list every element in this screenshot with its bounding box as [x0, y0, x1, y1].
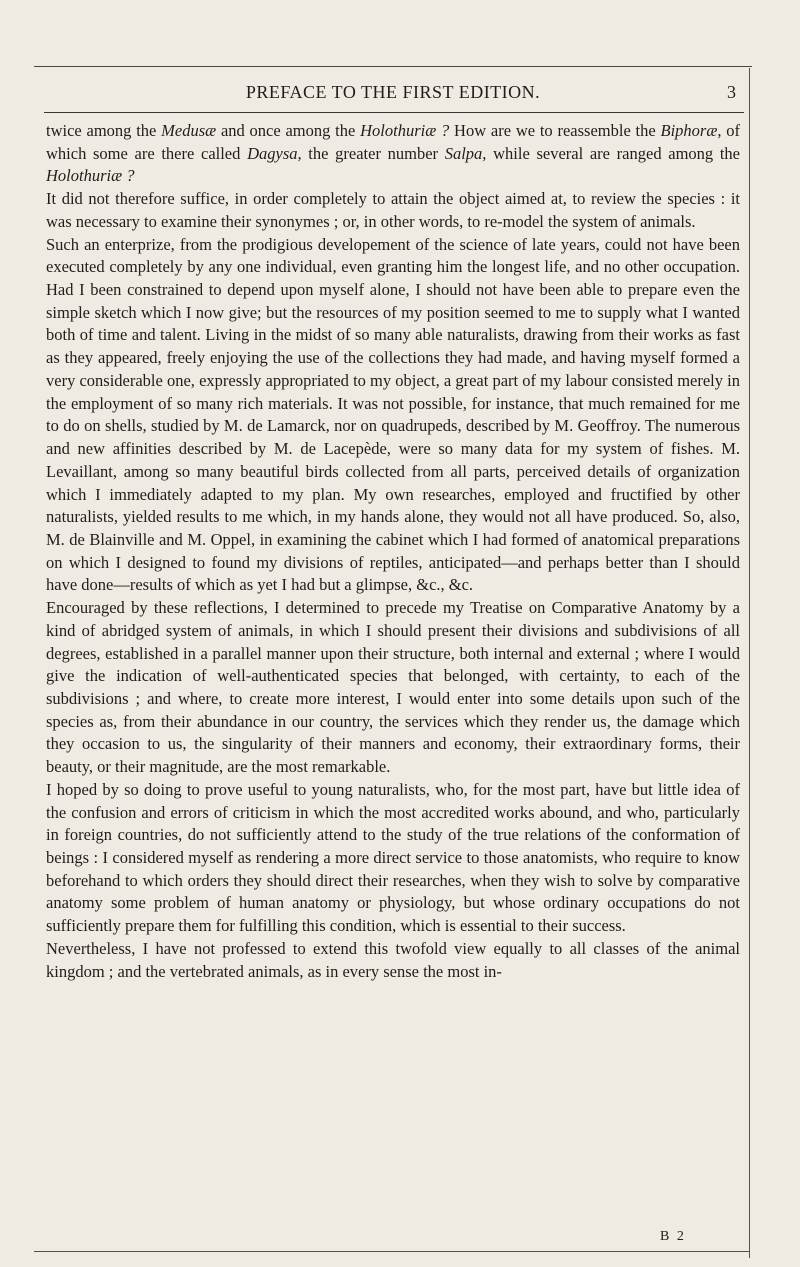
page-frame-top-rule: [34, 66, 752, 67]
italic-term: Salpa,: [444, 143, 487, 163]
page-number: 3: [727, 82, 736, 102]
italic-term: Medusæ: [161, 121, 217, 140]
page-frame-right-rule: [749, 68, 750, 1258]
paragraph: [46, 597, 740, 779]
text-run: Such an enterprize, from the prodigious developement of the science of late years, could not have been executed completely by any one individual, even granting him the longest life, and no other occupation. Had I been constrained to depend upon myself alone, I should not have been able to prepare even the simple sketch which I now give; but the resources of my position seemed to me to supply what I wanted both of time and talent. Living in the midst of so many able naturalists, drawing from their works as fast as they appeared, freely enjoying the use of the collections they had made, and having myself formed a very considerable one, expressly appropriated to my object, a great part of my labour consisted merely in the employment of so many rich materials. It was not possible, for instance, that much remained for me to do on shells, studied by M. de Lamarck, nor on quadrupeds, described by M. Geoffroy. The numerous and new affinities described by M. de Lacepède, were so many data for my system of fishes. M. Levaillant, among so many beautiful birds collected from all parts, perceived details of organization which I immediately adapted to my plan. My own researches, employed and fructified by other naturalists, yielded results to me which, in my hands alone, they would not all have produced. So, also, M. de Blainville and M. Oppel, in examining the cabinet which I had formed of anatomical preparations on which I designed to found my divisions of reptiles, anticipated—and perhaps better than I should have done—results of which as yet I had but a glimpse, &c., &c.: [46, 234, 740, 595]
text-run: and once among the: [216, 121, 361, 140]
page-frame-bottom-rule: [34, 1251, 750, 1252]
signature-mark: B 2: [660, 1229, 686, 1244]
paragraph: [46, 779, 740, 938]
paragraph: [46, 234, 740, 598]
paragraph: [46, 120, 740, 188]
text-run: while several are ranged among the: [486, 143, 741, 163]
text-run: the greater number: [301, 143, 445, 163]
italic-term: Biphoræ,: [660, 121, 722, 140]
header-rule: [44, 112, 744, 113]
italic-term: Holothuriæ ?: [46, 166, 135, 186]
text-run: twice among the: [46, 121, 162, 140]
body-text: [46, 120, 740, 983]
italic-term: Holothuriæ ?: [360, 121, 450, 140]
italic-term: Dagysa,: [247, 143, 302, 163]
running-title: PREFACE TO THE FIRST EDITION.: [245, 82, 541, 102]
text-run: It did not therefore suffice, in order completely to attain the object aimed at, to review the species : it was necessary to examine their synonymes ; or, in other words, to re-model the system of animals.: [46, 189, 740, 231]
text-run: Encouraged by these reflections, I determined to precede my Treatise on Comparative Anatomy by a kind of abridged system of animals, in which I should present their divisions and subdivisions of all degrees, established in a parallel manner upon their structure, both internal and external ; where I would give the indication of well-authenticated species that belonged, with certainty, to each of the subdivisions ; and where, to create more interest, I would enter into some details upon such of the species as, from their abundance in our country, the services which they render us, the damage which they occasion to us, the singularity of their manners and economy, their extraordinary forms, their beauty, or their magnitude, are the most remarkable.: [46, 598, 740, 777]
text-run: Nevertheless, I have not professed to extend this twofold view equally to all classes of the animal kingdom ; and the vertebrated animals, as in every sense the most in-: [46, 938, 740, 981]
text-run: of which some are there called: [46, 121, 740, 163]
page-header: [44, 82, 742, 110]
text-run: I hoped by so doing to prove useful to young naturalists, who, for the most part, have but little idea of the confusion and errors of criticism in which the most accredited works abound, and who, particularly in foreign countries, do not sufficiently attend to the study of the true relations of the conformation of beings : I considered myself as rendering a more direct service to those anatomists, who require to know beforehand to which orders they should direct their researches, when they wish to solve by comparative anatomy some problem of human anatomy or physiology, but whose ordinary occupations do not sufficiently prepare them for fulfilling this condition, which is essential to their success.: [46, 779, 740, 936]
text-run: How are we to reassemble the: [449, 121, 661, 140]
paragraph: [46, 938, 740, 983]
paragraph: [46, 188, 740, 233]
